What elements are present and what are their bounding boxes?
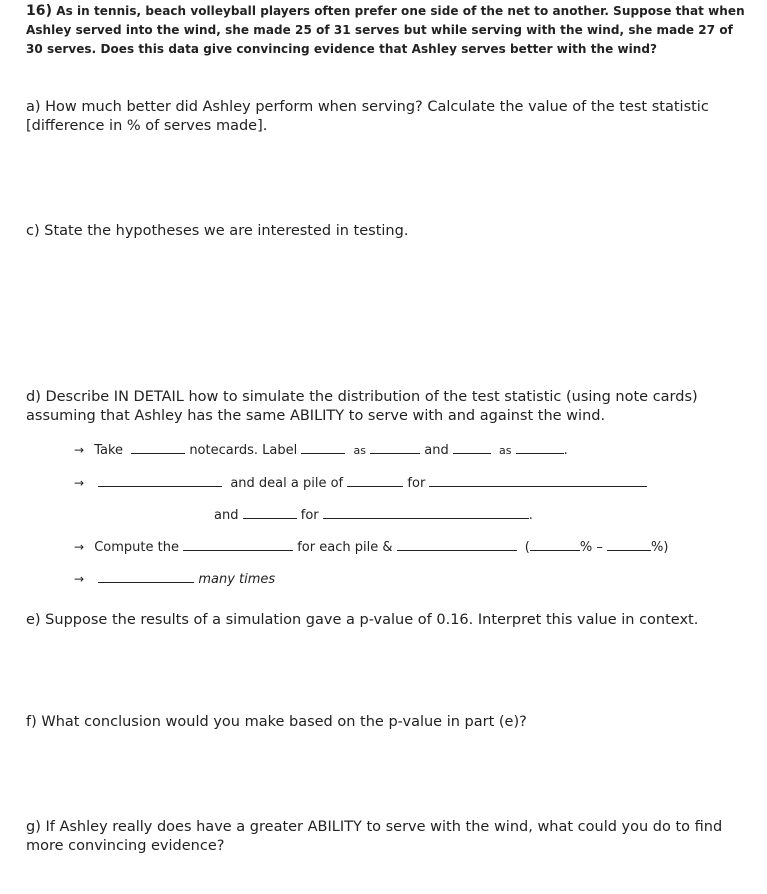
step-text-and-1: and [424,443,449,458]
part-g-prompt: g) If Ashley really does have a greater ABILITY to serve with the wind, what could you do to find more convincing evidence? [26,819,723,854]
step-text-many-times: many times [198,572,276,587]
step-text-period-1: . [563,443,568,458]
part-e-prompt: e) Suppose the results of a simulation gave a p-value of 0.16. Interpret this value in context. [26,612,699,628]
step-text-for-1: for [407,476,426,491]
blank-pile-size-1[interactable] [347,474,403,487]
simulation-step-1 [74,441,568,458]
blank-pile-label-2[interactable] [323,506,529,519]
question-number: 16) [26,3,53,19]
step-text-for-2: for [300,508,319,523]
blank-percent-1[interactable] [530,538,580,551]
step-text-pct-minus: % – [579,540,603,555]
arrow-icon: → [74,540,85,554]
blank-repeat[interactable] [98,570,194,583]
simulation-step-2 [74,474,647,491]
simulation-step-5 [74,570,275,587]
arrow-icon: → [74,476,85,490]
step-text-for-each-pile: for each pile & [297,540,393,555]
blank-difference[interactable] [397,538,517,551]
arrow-icon: → [74,443,85,457]
step-text-period-2: . [528,508,533,523]
step-text-as-1: as [353,444,366,457]
blank-statistic[interactable] [183,538,293,551]
step-text-and-2: and [214,508,239,523]
blank-label-1[interactable] [370,441,420,454]
part-a-prompt: a) How much better did Ashley perform when serving? Calculate the value of the test statistic [difference in % of serves made]. [26,99,709,134]
step-text-notecards-label: notecards. Label [189,443,298,458]
blank-pile-label-1[interactable] [429,474,647,487]
part-d-prompt: d) Describe IN DETAIL how to simulate the distribution of the test statistic (using note cards) assuming that Ashley has the same ABILITY to serve with and against the wind. [26,389,698,424]
blank-number-label-2[interactable] [453,441,491,454]
part-f-prompt: f) What conclusion would you make based on the p-value in part (e)? [26,714,527,730]
step-text-compute: Compute the [94,540,179,555]
simulation-step-3 [214,506,533,523]
blank-number-label-1[interactable] [301,441,345,454]
step-text-pct-close: %) [650,540,669,555]
blank-pile-size-2[interactable] [243,506,297,519]
simulation-step-4 [74,538,668,555]
blank-percent-2[interactable] [607,538,651,551]
step-text-open-paren: ( [524,540,530,555]
step-text-take: Take [94,443,124,458]
blank-label-2[interactable] [516,441,564,454]
blank-shuffle-step[interactable] [98,474,222,487]
question-prompt [26,2,746,59]
step-text-as-2: as [499,444,512,457]
part-c-prompt: c) State the hypotheses we are interested in testing. [26,223,409,239]
question-text: As in tennis, beach volleyball players often prefer one side of the net to another. Suppose that when Ashley served into the wind, she made 25 of 31 serves but while serving with the wind, she made 27 of 30 serves. Does this data give convincing evidence that Ashley serves better with the wind? [26,4,745,56]
arrow-icon: → [74,572,85,586]
blank-number-of-cards[interactable] [131,441,185,454]
step-text-deal: and deal a pile of [230,476,344,491]
